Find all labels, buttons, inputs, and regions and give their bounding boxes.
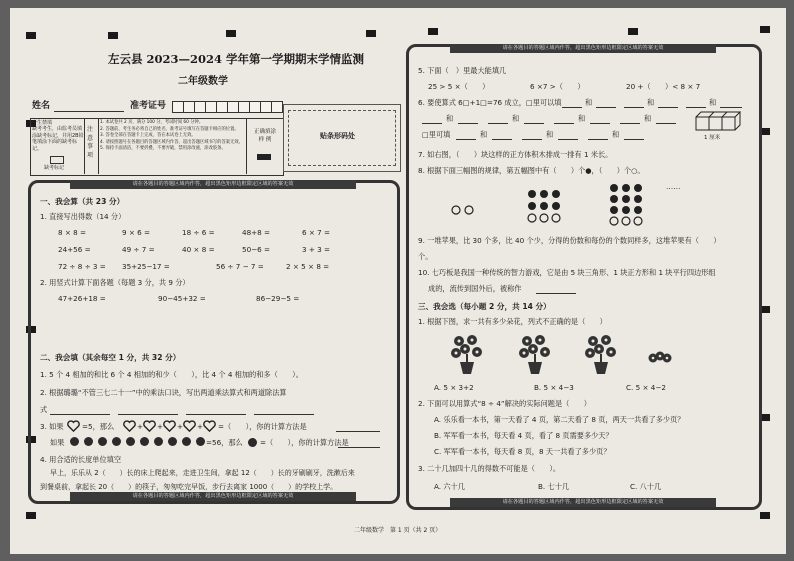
choice-2-option-a[interactable]: A. 乐乐看一本书，第一天看了 4 页，第二天看了 8 页，两天一共看了多少页？ <box>434 415 685 424</box>
vertical-calc-item: 47+26+18 = <box>58 294 106 303</box>
answer-blank[interactable] <box>458 114 478 124</box>
answer-blank[interactable] <box>588 130 608 140</box>
name-label: 姓名 <box>32 101 51 111</box>
heart-icon <box>143 420 156 432</box>
subject-title: 二年级数学 <box>178 76 228 87</box>
calc-item: 50−6 = <box>242 245 271 254</box>
answer-blank[interactable] <box>488 114 508 124</box>
calc-item: 6 × 7 = <box>302 228 331 237</box>
fill-question-3-text: =（ ），你的计算方法是 <box>218 422 307 431</box>
heart-icon <box>123 420 136 432</box>
and-word: 和 <box>644 114 652 123</box>
answer-blank[interactable] <box>558 130 578 140</box>
and-word: 和 <box>546 130 554 139</box>
registration-mark <box>760 26 770 33</box>
fill-question-3: 3. 如果 <box>40 422 64 431</box>
answer-blank[interactable] <box>254 405 314 415</box>
fill-question-5-item: 25 > 5 ×（ ） <box>428 82 490 91</box>
section-choice-title: 三、我会选（每小题 2 分，共 14 分） <box>418 302 551 311</box>
fill-question-4: 4. 用合适的长度单位填空 <box>40 455 122 464</box>
section-calc-title: 一、我会算（共 23 分） <box>40 197 125 206</box>
fill-question-6-cont: □里可填 <box>422 130 451 139</box>
choice-3-option-a[interactable]: A. 六十几 <box>434 482 465 491</box>
flower-bunch-icon <box>648 350 672 366</box>
fill-question-3b-text: =（ ），你的计算方法是 <box>260 438 349 447</box>
answer-blank[interactable] <box>620 114 640 124</box>
fill-question-3-text: =5，那么 <box>82 422 115 431</box>
answer-blank[interactable] <box>456 130 476 140</box>
fill-question-3b: 如果 <box>50 438 65 447</box>
registration-mark <box>226 30 236 37</box>
registration-mark <box>628 28 638 35</box>
fill-question-8: 8. 根据下面三幅图的规律，第五幅图中有（ ）个●，（ ）个○。 <box>418 166 645 175</box>
calc-item: 72 ÷ 8 ÷ 3 = <box>58 262 106 271</box>
cube-caption: 1 厘米 <box>704 135 721 141</box>
answer-blank[interactable] <box>338 438 380 448</box>
ball-icon-row <box>70 437 220 448</box>
choice-1-option-c[interactable]: C. 5 × 4−2 <box>626 383 666 392</box>
calc-item: 40 × 8 = <box>182 245 215 254</box>
heart-icon <box>163 420 176 432</box>
answer-blank[interactable] <box>686 98 706 108</box>
registration-mark <box>108 32 118 39</box>
answer-blank[interactable] <box>186 405 246 415</box>
answer-blank[interactable] <box>624 130 644 140</box>
calc-item: 24+56 = <box>58 245 91 254</box>
fill-question-1: 1. 5 个 4 相加的和比 6 个 4 相加的和少（ ），比 4 个 4 相加的和多（ ）。 <box>40 370 303 379</box>
absent-notice: 考生禁填 缺考考生，由监考员填涂缺考标记，并用2B铅笔填涂下面的缺考标记。 <box>32 120 84 152</box>
exam-paper <box>10 8 786 554</box>
fill-question-10-cont: 成的，流传到国外后，被称作 <box>428 284 522 293</box>
and-word: 和 <box>480 130 488 139</box>
heart-icon <box>203 420 216 432</box>
notice-divider <box>246 118 247 174</box>
answer-blank[interactable] <box>50 405 110 415</box>
plus-sign: + <box>197 422 204 431</box>
fill-question-4-line1: 早上，乐乐从 2（ ）长的床上爬起来，走进卫生间，拿起 12（ ）长的牙刷刷牙，洗漱后来 <box>50 469 355 477</box>
answer-blank[interactable] <box>422 114 442 124</box>
name-field[interactable] <box>54 102 124 112</box>
fill-example-mark <box>257 154 271 160</box>
registration-mark <box>366 30 376 37</box>
flower-pot-icon <box>518 334 552 376</box>
calc-item: 18 ÷ 6 = <box>182 228 215 237</box>
notes-title: 注意事项 <box>87 126 94 159</box>
flower-pot-icon <box>450 334 484 376</box>
answer-blank[interactable] <box>596 98 616 108</box>
answer-area-banner: 请在各题目的答题区域内作答，超出黑色矩形边框限定区域的答案无效 <box>450 498 716 507</box>
fill-question-7: 7. 如右图，（ ）块这样的正方体积木排成一排有 1 米长。 <box>418 150 613 159</box>
answer-area-banner: 请在各题目的答题区域内作答，超出黑色矩形边框限定区域的答案无效 <box>450 44 716 53</box>
cube-blocks-figure <box>694 110 744 132</box>
choice-2-option-b[interactable]: B. 军军看一本书，每天看 4 页，看了 8 页需要多少天？ <box>434 431 613 440</box>
answer-blank[interactable] <box>536 284 576 294</box>
choice-3-option-b[interactable]: B. 七十几 <box>538 482 570 491</box>
calc-item: 35+25−17 = <box>122 262 170 271</box>
q1-title: 1. 直接写出得数（14 分） <box>40 212 126 221</box>
exam-id-label: 准考证号 <box>130 101 167 111</box>
heart-icon <box>183 420 196 432</box>
answer-blank[interactable] <box>624 98 644 108</box>
registration-mark <box>26 32 36 39</box>
registration-mark <box>26 512 36 519</box>
dot-pattern-3 <box>608 182 648 228</box>
calc-item: 48+8 = <box>242 228 271 237</box>
answer-blank[interactable] <box>720 98 742 108</box>
fill-question-10: 10. 七巧板是我国一种传统的智力游戏，它是由 5 块三角形、1 块正方形和 1 块平行四边形组 <box>418 268 716 277</box>
barcode-label: 贴条形码处 <box>320 132 355 140</box>
and-word: 和 <box>585 98 593 107</box>
absent-label: 缺考标记 <box>44 165 65 171</box>
vertical-calc-item: 90−45+32 = <box>158 294 206 303</box>
fill-question-2-cont: 式 <box>40 405 48 414</box>
fill-question-5-item: 20 +（ ）< 8 × 7 <box>626 82 701 91</box>
plus-sign: + <box>137 422 144 431</box>
ball-icon <box>248 438 257 447</box>
dot-pattern-1 <box>450 202 476 218</box>
heart-icon <box>67 420 80 432</box>
notice-divider <box>84 118 85 174</box>
calc-item: 9 × 6 = <box>122 228 151 237</box>
fill-question-6: 6. 要使算式 6□+1□=76 成立，□里可以填 <box>418 98 562 107</box>
notes-list: 1. 本试卷共 2 页，满分 100 分，考试时间 60 分钟。 2. 答题前，考生务必将自己的姓名、准考证号填写在答题卡相应的位置。 3. 答卷全部在答题卡上完成，答在本试卷上无效。 4. 请按照题号在各题目的答题区域内作答，超出答题区域书写的答案无效。 5. 保持卡面清洁，不要折叠，不要弄破，禁用涂改液，涂改胶条。 <box>100 120 243 152</box>
dot-pattern-2 <box>526 188 566 224</box>
pattern-ellipsis: …… <box>666 182 681 191</box>
answer-blank[interactable] <box>656 114 676 124</box>
plus-sign: + <box>157 422 164 431</box>
choice-3-option-c[interactable]: C. 八十几 <box>630 482 662 491</box>
answer-blank[interactable] <box>522 130 542 140</box>
notice-divider <box>98 118 99 174</box>
answer-blank[interactable] <box>658 98 678 108</box>
and-word: 和 <box>578 114 586 123</box>
choice-1-option-a[interactable]: A. 5 × 3+2 <box>434 383 474 392</box>
plus-sign: + <box>177 422 184 431</box>
answer-blank[interactable] <box>562 98 582 108</box>
fill-question-3b-text: =56，那么 <box>206 438 243 447</box>
exam-id-boxes[interactable] <box>172 101 292 113</box>
choice-question-2: 2. 下面可以用算式“8 ÷ 4”解决的实际问题是（ ） <box>418 399 591 408</box>
answer-blank[interactable] <box>336 422 380 432</box>
choice-question-1: 1. 根据下图，求一共有多少朵花，列式不正确的是（ ） <box>418 317 607 326</box>
flower-pot-icon <box>584 334 618 376</box>
page-footer: 二年级数学 第 1 页（共 2 页） <box>354 527 442 534</box>
and-word: 和 <box>512 114 520 123</box>
fill-example-label: 正确填涂 样 例 <box>253 129 276 143</box>
registration-mark <box>428 28 438 35</box>
section-fill-title: 二、我会填（其余每空 1 分，共 32 分） <box>40 353 181 362</box>
answer-area-banner: 请在各题目的答题区域内作答，超出黑色矩形边框限定区域的答案无效 <box>70 180 356 189</box>
choice-question-3: 3. 二十几加四十几的得数不可能是（ ）。 <box>418 464 561 473</box>
and-word: 和 <box>709 98 717 107</box>
answer-blank[interactable] <box>524 114 544 124</box>
fill-question-5-item: 6 ×7 >（ ） <box>530 82 585 91</box>
calc-item: 2 × 5 × 8 = <box>286 262 330 271</box>
choice-1-option-b[interactable]: B. 5 × 4−3 <box>534 383 574 392</box>
and-word: 和 <box>612 130 620 139</box>
fill-question-9-cont: 个。 <box>418 252 433 261</box>
fill-question-9: 9. 一堆苹果，比 30 个多，比 40 个少，分得的份数和每份的个数同样多，这堆苹果有（ ） <box>418 236 721 245</box>
fill-question-4-line2: 到餐桌前，拿起长 20（ ）的筷子，匆匆吃完早饭，步行去离家 1000（ ）的学校上学。 <box>40 483 338 491</box>
and-word: 和 <box>647 98 655 107</box>
fill-question-2: 2. 根据璐璐“不管三七二十一”中的乘法口诀，写出两道乘法算式和两道除法算 <box>40 388 287 397</box>
answer-blank[interactable] <box>590 114 610 124</box>
calc-item: 8 × 8 = <box>58 228 87 237</box>
answer-blank[interactable] <box>118 405 178 415</box>
q2-title: 2. 用竖式计算下面各题（每题 3 分，共 9 分） <box>40 278 190 287</box>
calc-item: 56 ÷ 7 − 7 = <box>216 262 264 271</box>
fill-question-5: 5. 下面（ ）里最大能填几 <box>418 66 507 75</box>
answer-area-banner: 请在各题目的答题区域内作答，超出黑色矩形边框限定区域的答案无效 <box>70 492 356 501</box>
registration-mark <box>760 512 770 519</box>
calc-item: 3 + 3 = <box>302 245 331 254</box>
absent-checkbox[interactable] <box>50 156 64 164</box>
answer-blank[interactable] <box>492 130 512 140</box>
and-word: 和 <box>446 114 454 123</box>
choice-2-option-c[interactable]: C. 军军看一本书，每天看 8 页，8 天一共看了多少页？ <box>434 447 611 456</box>
calc-item: 49 ÷ 7 = <box>122 245 155 254</box>
vertical-calc-item: 86−29−5 = <box>256 294 300 303</box>
exam-title: 左云县 2023—2024 学年第一学期期末学情监测 <box>108 52 365 66</box>
answer-blank[interactable] <box>554 114 574 124</box>
